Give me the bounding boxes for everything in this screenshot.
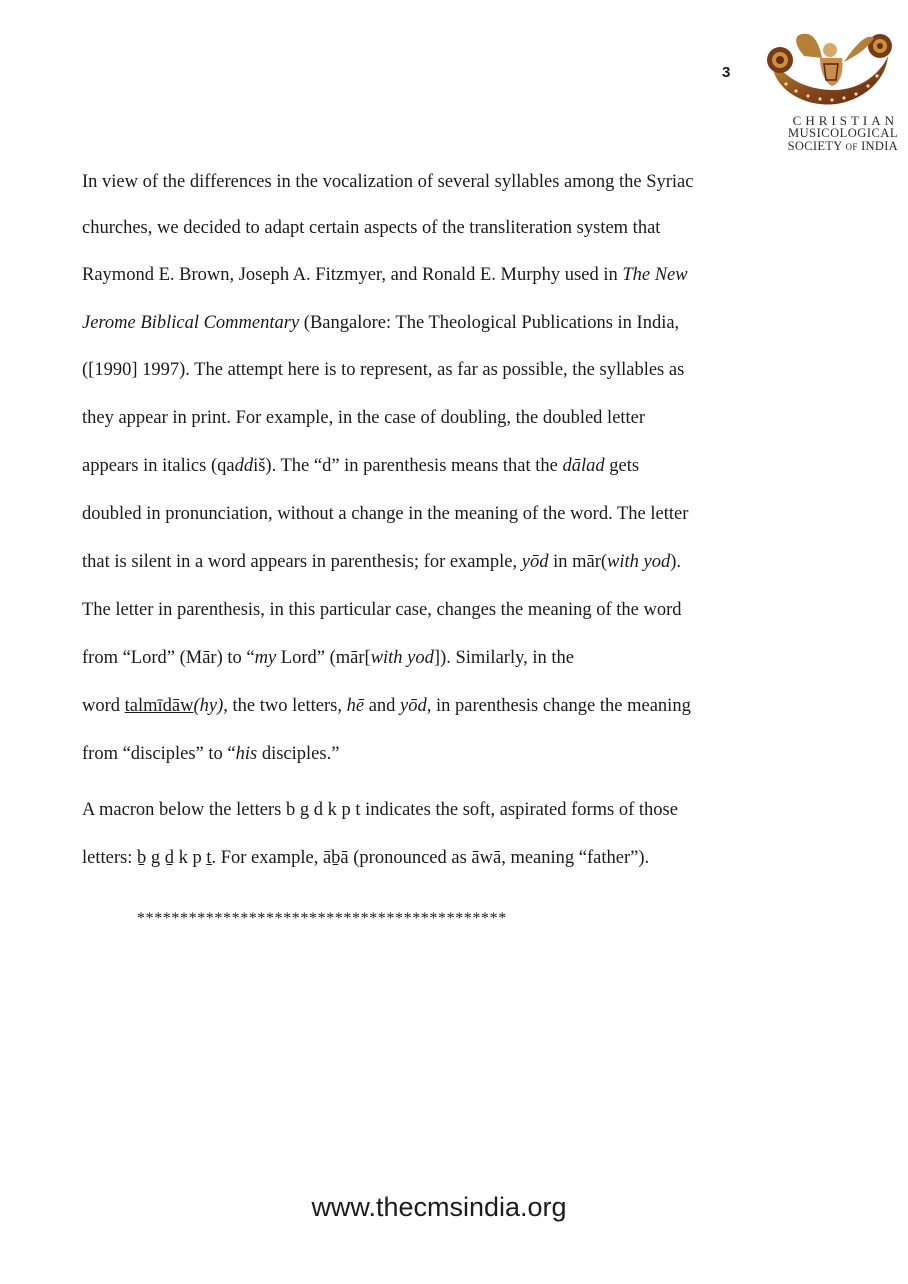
paragraph-line [82,744,339,765]
line-text: iš). The “d” in parenthesis means that the [253,456,563,476]
line-text: in mār( [548,552,608,572]
line-text: (Bangalore: The Theological Publications in India, [299,313,680,333]
logo-line-christian: CHRISTIAN [792,113,898,128]
line-text: gets [604,456,640,476]
section-separator: ******************************************* [137,910,507,927]
angel-emblem-icon [764,28,894,113]
line-text: ]). Similarly, in the [433,648,575,668]
italic-term: dālad [562,456,605,476]
italic-term: dd [234,456,254,476]
italic-term: (hy) [193,696,224,716]
logo-society-word: SOCIETY [787,139,843,153]
paragraph-line [82,552,681,573]
line-text: Raymond E. Brown, Joseph A. Fitzmyer, and Ronald E. Murphy used in [82,265,623,285]
line-text: and [364,696,401,716]
logo-india-word: INDIA [861,139,898,153]
paragraph-line: ([1990] 1997). The attempt here is to represent, as far as possible, the syllables as [82,360,685,380]
italic-term: yōd, [400,696,432,716]
website-footer: www.thecmsindia.org [311,1192,567,1222]
paragraph-line [82,648,574,669]
paragraph-line: The letter in parenthesis, in this particular case, changes the meaning of the word [82,600,682,620]
italic-term: my [254,648,277,668]
paragraph-line: In view of the differences in the vocalization of several syllables among the Syriac [82,172,694,192]
society-name [760,114,898,154]
paragraph-line [82,456,639,477]
line-text: in parenthesis change the meaning [431,696,691,716]
book-title-italic: Jerome Biblical Commentary [82,313,300,333]
line-text: disciples.” [257,744,340,764]
paragraph-line: letters: ḇ g ḏ k p ṯ. For example, āḇā (pronounced as āwā, meaning “father”). [82,848,650,868]
line-text: ). [670,552,682,572]
line-text: that is silent in a word appears in parenthesis; for example, [82,552,522,572]
italic-term: with yod [607,552,671,572]
italic-term: yōd [521,552,549,572]
italic-term: his [235,744,258,764]
line-text: appears in italics (qa [82,456,235,476]
logo-line-society-of-india [760,140,898,154]
paragraph-line [82,696,691,717]
line-text: from “Lord” (Mār) to “ [82,648,255,668]
paragraph-line [82,313,679,334]
book-title-italic: The New [622,265,688,285]
paragraph-line: doubled in pronunciation, without a change in the meaning of the word. The letter [82,504,689,524]
paragraph-line: churches, we decided to adapt certain aspects of the transliteration system that [82,218,661,238]
society-logo [760,28,900,163]
line-text: word [82,696,125,716]
italic-term: hē [346,696,365,716]
italic-term: with yod [370,648,434,668]
underlined-term: talmīdāw [124,696,194,716]
paragraph-line: they appear in print. For example, in the case of doubling, the doubled letter [82,408,646,428]
line-text: , the two letters, [223,696,347,716]
line-text: from “disciples” to “ [82,744,236,764]
paragraph-line [82,265,688,286]
paragraph-line: A macron below the letters b g d k p t indicates the soft, aspirated forms of those [82,800,678,820]
line-text: Lord” (mār[ [276,648,371,668]
logo-of-word: OF [845,142,858,152]
logo-line-musicological: MUSICOLOGICAL [788,126,898,140]
page-number: 3 [722,64,731,81]
